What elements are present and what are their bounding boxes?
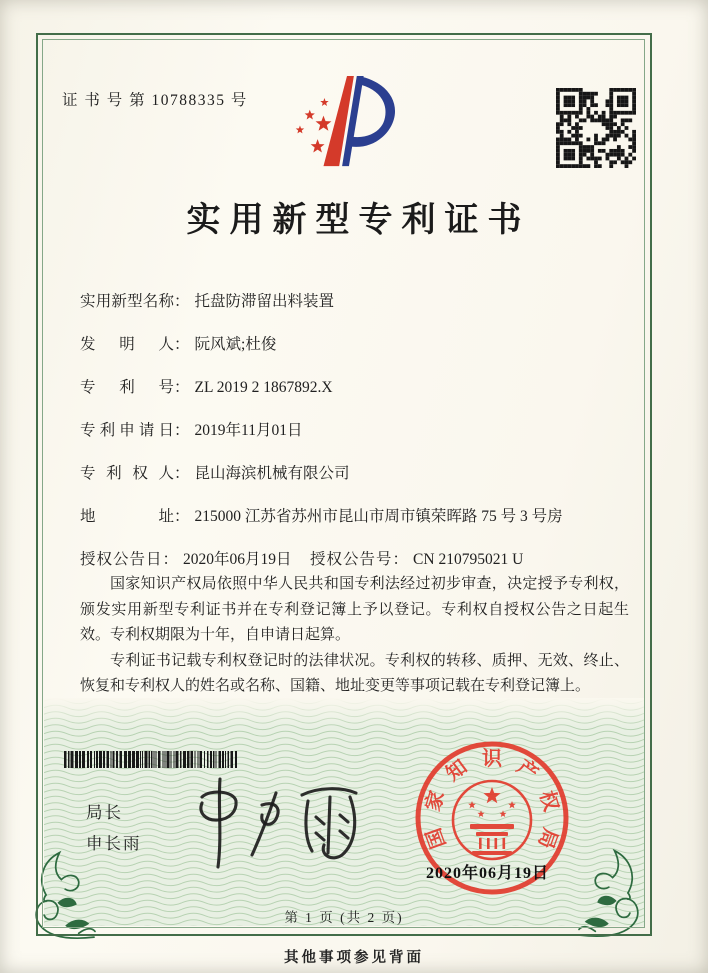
field-value: ZL 2019 2 1867892.X <box>194 379 333 396</box>
field-label: 专利申请日 <box>80 422 174 439</box>
field-value: 阮风斌;杜俊 <box>194 336 277 353</box>
field-row-patent-no <box>80 375 636 418</box>
field-row-address <box>80 504 636 547</box>
svg-text:家: 家 <box>422 788 449 814</box>
field-value: 2019年11月01日 <box>194 422 303 439</box>
field-row-inventor <box>80 332 636 375</box>
legal-paragraph-1: 国家知识产权局依照中华人民共和国专利法经过初步审查，决定授予专利权，颁发实用新型专利证书并在专利登记簿上予以登记。专利权自授权公告之日起生效。专利权期限为十年，自申请日起算。 <box>80 576 629 643</box>
colon: ： <box>174 293 190 310</box>
colon: ： <box>174 422 190 439</box>
page-indicator: 第 1 页 (共 2 页) <box>284 910 404 925</box>
colon: ： <box>174 465 190 482</box>
colon: ： <box>174 508 190 525</box>
svg-text:识: 识 <box>482 748 502 770</box>
grant-no-pair <box>310 547 523 569</box>
field-label: 地址 <box>80 508 174 525</box>
field-list <box>80 289 636 590</box>
field-value: 215000 江苏省苏州市昆山市周市镇荣晖路 75 号 3 号房 <box>194 508 563 525</box>
director-title: 局长 <box>86 803 123 822</box>
qr-code-icon <box>556 88 636 168</box>
field-row-name <box>80 289 636 332</box>
field-label: 发明人 <box>80 336 174 353</box>
seal-date: 2020年06月19日 <box>426 865 550 882</box>
legal-paragraph-2: 专利证书记载专利权登记时的法律状况。专利权的转移、质押、无效、终止、恢复和专利权人的姓名或名称、国籍、地址变更等事项记载在专利登记簿上。 <box>80 652 629 694</box>
field-label: 实用新型名称 <box>80 293 174 310</box>
cnipa-logo-icon <box>288 74 406 172</box>
field-label: 授权公告号 <box>310 551 393 568</box>
field-label: 授权公告日 <box>80 551 163 568</box>
svg-text:知: 知 <box>442 755 472 786</box>
back-note: 其他事项参见背面 <box>284 950 424 966</box>
field-label: 专利权人 <box>80 465 174 482</box>
legal-text <box>80 572 629 700</box>
colon: ： <box>174 379 190 396</box>
svg-text:权: 权 <box>535 788 562 814</box>
svg-text:局: 局 <box>533 825 562 852</box>
field-value: 托盘防滞留出料装置 <box>194 293 335 310</box>
field-value: 昆山海滨机械有限公司 <box>194 465 350 482</box>
field-label: 专利号 <box>80 379 174 396</box>
svg-text:产: 产 <box>512 755 542 786</box>
colon: ： <box>392 551 409 568</box>
director-name: 申长雨 <box>86 834 142 853</box>
certificate-title: 实用新型专利证书 <box>186 202 531 239</box>
field-row-filing-date <box>80 418 636 461</box>
field-row-patentee <box>80 461 636 504</box>
grant-date-pair <box>80 551 292 568</box>
svg-text:国: 国 <box>422 825 451 852</box>
director-signature-icon <box>190 775 370 870</box>
colon: ： <box>174 336 190 353</box>
field-value: 2020年06月19日 <box>183 551 292 568</box>
barcode-icon <box>64 751 240 768</box>
colon: ： <box>162 551 179 568</box>
certificate-number: 证 书 号 第 10788335 号 <box>62 92 248 109</box>
field-value: CN 210795021 U <box>413 551 524 568</box>
